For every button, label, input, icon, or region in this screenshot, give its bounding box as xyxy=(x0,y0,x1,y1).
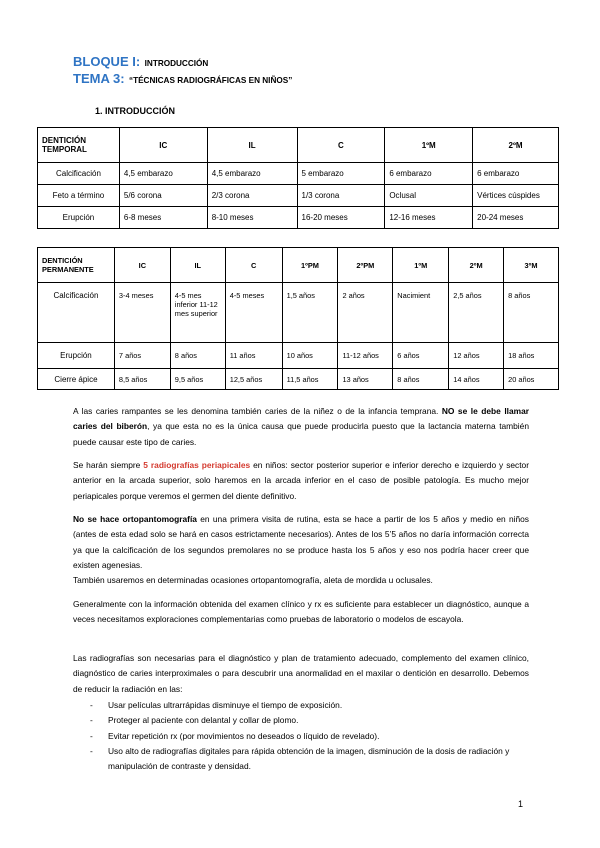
paragraph-diagnostico: Generalmente con la información obtenida del examen clínico y rx es suficiente para establecer un diagnóstico, aunque a veces necesitamos exploraciones complementarias como pruebas de laboratorio o modelos de escayola. xyxy=(73,599,529,625)
table-header-cell: IC xyxy=(114,248,170,283)
table-cell: 6 embarazo xyxy=(385,163,473,185)
table-cell: 4,5 embarazo xyxy=(119,163,207,185)
table-cell: Oclusal xyxy=(385,185,473,207)
table-row xyxy=(38,163,559,185)
table-cell: 11 años xyxy=(225,343,282,369)
text-run: en una primera visita de rutina, esta se hace a partir de los 5 años y medio en niños (antes de esta edad solo se hará en casos estrictamente necesarios). Antes de los 5’5 años no daría información correcta ya que la calcificación de los segundos premolares no se produce hasta los 5 años y eso nos podría hacer creer que existen agenesias. xyxy=(73,514,529,570)
table-header-cell: 2ºM xyxy=(473,128,559,163)
table-cell: 4-5 meses xyxy=(225,283,282,343)
table-header-row xyxy=(38,248,559,283)
text-run: A las caries rampantes se les denomina también caries de la niñez o de la infancia temprana. xyxy=(73,406,442,416)
section-title: 1. INTRODUCCIÓN xyxy=(95,106,176,116)
table-cell: 14 años xyxy=(449,369,504,390)
text-run: en niños: sector posterior superior e inferior derecho e izquierdo y sector anterior en la arcada superior, solo haremos en la arcada inferior en el caso de posible patología. Es mucho mejor periapicales porque veremos el germen del diente definitivo. xyxy=(73,460,529,501)
list-item: - Uso alto de radiografías digitales para rápida obtención de la imagen, disminución de la dosis de radiación y manipulación de contraste y densidad. xyxy=(90,744,535,775)
table-header-row xyxy=(38,128,559,163)
tema-label: TEMA 3: xyxy=(73,71,125,86)
table-cell: 6 embarazo xyxy=(473,163,559,185)
table-row xyxy=(38,369,559,390)
table-cell: 9,5 años xyxy=(170,369,225,390)
table-cell: 6-8 meses xyxy=(119,207,207,229)
table-cell: Nacimient xyxy=(393,283,449,343)
table-header-cell: IL xyxy=(207,128,297,163)
text-run-bold: No se hace ortopantomografía xyxy=(73,514,197,524)
table-cell: 8 años xyxy=(393,369,449,390)
paragraph-ortopantomografia xyxy=(73,512,529,588)
row-label: Feto a término xyxy=(38,185,120,207)
table-cell: 20-24 meses xyxy=(473,207,559,229)
table-header-cell: C xyxy=(297,128,385,163)
table-cell: Vértices cúspides xyxy=(473,185,559,207)
table-cell: 11,5 años xyxy=(282,369,338,390)
text-run: Se harán siempre xyxy=(73,460,144,470)
temporal-dentition-table xyxy=(37,127,559,229)
table-row xyxy=(38,185,559,207)
table-cell: 4-5 mes inferior 11-12 mes superior xyxy=(170,283,225,343)
table-header-cell: 1ºPM xyxy=(282,248,338,283)
table-cell: 16-20 meses xyxy=(297,207,385,229)
list-item: - Proteger al paciente con delantal y collar de plomo. xyxy=(90,713,535,728)
bloque-text: INTRODUCCIÓN xyxy=(144,59,209,68)
bloque-label: BLOQUE I: xyxy=(73,54,141,69)
paragraph-radiografias: Las radiografías son necesarias para el diagnóstico y plan de tratamiento adecuado, complemento del examen clínico, diagnóstico de caries interproximales o para descubrir una anormalidad en el maxilar o dentición en desarrollo. Debemos de reducir la radiación en las: xyxy=(73,653,529,694)
table-header-cell: C xyxy=(225,248,282,283)
table-cell: 10 años xyxy=(282,343,338,369)
list-item: - Evitar repetición rx (por movimientos no deseados o líquido de revelado). xyxy=(90,729,535,744)
table-cell: 4,5 embarazo xyxy=(207,163,297,185)
table-cell: 8 años xyxy=(504,283,559,343)
table-cell: 5/6 corona xyxy=(119,185,207,207)
table-cell: 12-16 meses xyxy=(385,207,473,229)
table-cell: 12 años xyxy=(449,343,504,369)
permanent-dentition-table xyxy=(37,247,559,390)
table-header-cell: DENTICIÓN PERMANENTE xyxy=(38,248,115,283)
table-cell: 13 años xyxy=(338,369,393,390)
row-label: Calcificación xyxy=(38,283,115,343)
row-label: Erupción xyxy=(38,207,120,229)
row-label: Cierre ápice xyxy=(38,369,115,390)
table-header-cell: DENTICIÓN TEMPORAL xyxy=(38,128,120,163)
table-cell: 20 años xyxy=(504,369,559,390)
table-cell: 18 años xyxy=(504,343,559,369)
table-cell: 1/3 corona xyxy=(297,185,385,207)
text-run-highlight: 5 radiografías periapicales xyxy=(143,460,251,470)
table-cell: 8-10 meses xyxy=(207,207,297,229)
tema-text: “TÉCNICAS RADIOGRÁFICAS EN NIÑOS” xyxy=(128,76,293,85)
table-header-cell: 1ºM xyxy=(393,248,449,283)
table-row xyxy=(38,283,559,343)
list-item: - Usar películas ultrarrápidas disminuye el tiempo de exposición. xyxy=(90,698,535,713)
paragraph-periapicales xyxy=(73,458,529,504)
text-run: , ya que esta no es la única causa que puede producirla puesto que la lactancia materna también puede causar este tipo de caries. xyxy=(73,421,529,447)
table-row xyxy=(38,207,559,229)
bloque-heading xyxy=(73,53,208,71)
tema-heading xyxy=(73,70,292,88)
table-cell: 8,5 años xyxy=(114,369,170,390)
paragraph-caries xyxy=(73,404,529,450)
table-cell: 5 embarazo xyxy=(297,163,385,185)
table-cell: 12,5 años xyxy=(225,369,282,390)
table-header-cell: IC xyxy=(119,128,207,163)
page-number: 1 xyxy=(518,799,524,809)
table-cell: 8 años xyxy=(170,343,225,369)
table-cell: 6 años xyxy=(393,343,449,369)
bullet-list xyxy=(90,698,535,774)
table-cell: 1,5 años xyxy=(282,283,338,343)
table-cell: 7 años xyxy=(114,343,170,369)
table-header-cell: 2ºM xyxy=(449,248,504,283)
text-run-bold: NO se le debe llamar caries del biberón xyxy=(73,406,529,432)
table-cell: 2,5 años xyxy=(449,283,504,343)
table-header-cell: 1ºM xyxy=(385,128,473,163)
table-cell: 2 años xyxy=(338,283,393,343)
row-label: Erupción xyxy=(38,343,115,369)
table-cell: 11-12 años xyxy=(338,343,393,369)
row-label: Calcificación xyxy=(38,163,120,185)
table-header-cell: IL xyxy=(170,248,225,283)
table-cell: 3-4 meses xyxy=(114,283,170,343)
table-header-cell: 3ºM xyxy=(504,248,559,283)
table-cell: 2/3 corona xyxy=(207,185,297,207)
table-row xyxy=(38,343,559,369)
table-header-cell: 2ºPM xyxy=(338,248,393,283)
text-run: También usaremos en determinadas ocasiones ortopantomografía, aleta de mordida u oclusales. xyxy=(73,575,433,586)
